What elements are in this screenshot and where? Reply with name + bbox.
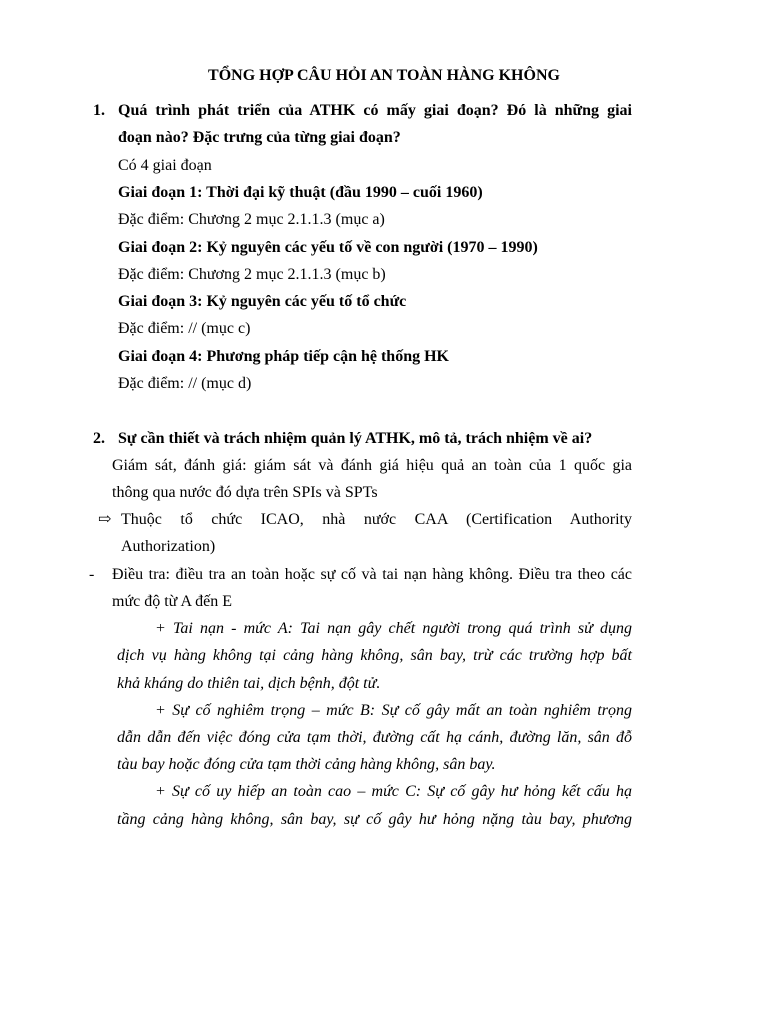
document-title: TỔNG HỢP CÂU HỎI AN TOÀN HÀNG KHÔNG [208,67,560,84]
investigation-text-line2: mức độ từ A đến E [112,593,232,610]
level-c-line1: + Sự cố uy hiếp an toàn cao – mức C: Sự cố gây hư hỏng kết cấu hạ [155,783,632,800]
stage-3-heading: Giai đoạn 3: Kỷ nguyên các yếu tố tổ chức [118,293,407,310]
level-b-line3: tàu bay hoặc đóng cửa tạm thời cảng hàng không, sân bay. [117,756,496,773]
question-2-number: 2. [93,430,105,447]
dash-bullet: - [89,566,95,583]
level-c-line2: tầng cảng hàng không, sân bay, sự cố gây hư hỏng nặng tàu bay, phương [117,811,632,828]
question-2-text: Sự cần thiết và trách nhiệm quản lý ATHK, mô tả, trách nhiệm về ai? [118,430,593,447]
level-a-line3: khả kháng do thiên tai, dịch bệnh, đột tử. [117,675,381,692]
level-a-line1: + Tai nạn - mức A: Tai nạn gây chết người trong quá trình sử dụng [155,620,632,637]
stage-2-heading: Giai đoạn 2: Kỷ nguyên các yếu tố về con người (1970 – 1990) [118,239,538,256]
arrow-item-line2: Authorization) [121,538,216,555]
question-1-text-line1: Quá trình phát triển của ATHK có mấy giai đoạn? Đó là những giai [118,102,632,119]
level-b-line1: + Sự cố nghiêm trọng – mức B: Sự cố gây mất an toàn nghiêm trọng [155,702,632,719]
investigation-text-line1: Điều tra: điều tra an toàn hoặc sự cố và tai nạn hàng không. Điều tra theo các [112,566,632,583]
question-1-number: 1. [93,102,105,119]
arrow-icon: ⇨ [98,511,112,528]
level-b-line2: dẫn dẫn đến việc đóng cửa tạm thời, đường cất hạ cánh, đường lăn, sân đỗ [117,729,632,746]
question-1-text-line2: đoạn nào? Đặc trưng của từng giai đoạn? [118,129,401,146]
answer-intro: Có 4 giai đoạn [118,157,212,174]
level-a-line2: dịch vụ hàng không tại cảng hàng không, sân bay, trừ các trường hợp bất [117,647,632,664]
stage-4-detail: Đặc điểm: // (mục d) [118,375,252,392]
stage-1-detail: Đặc điểm: Chương 2 mục 2.1.1.3 (mục a) [118,211,385,228]
monitoring-text-line1: Giám sát, đánh giá: giám sát và đánh giá hiệu quả an toàn của 1 quốc gia [112,457,632,474]
monitoring-text-line2: thông qua nước đó dựa trên SPIs và SPTs [112,484,378,501]
stage-3-detail: Đặc điểm: // (mục c) [118,320,251,337]
stage-2-detail: Đặc điểm: Chương 2 mục 2.1.1.3 (mục b) [118,266,386,283]
stage-4-heading: Giai đoạn 4: Phương pháp tiếp cận hệ thống HK [118,348,449,365]
stage-1-heading: Giai đoạn 1: Thời đại kỹ thuật (đầu 1990 – cuối 1960) [118,184,483,201]
arrow-item-line1: Thuộc tổ chức ICAO, nhà nước CAA (Certification Authority [121,511,632,528]
